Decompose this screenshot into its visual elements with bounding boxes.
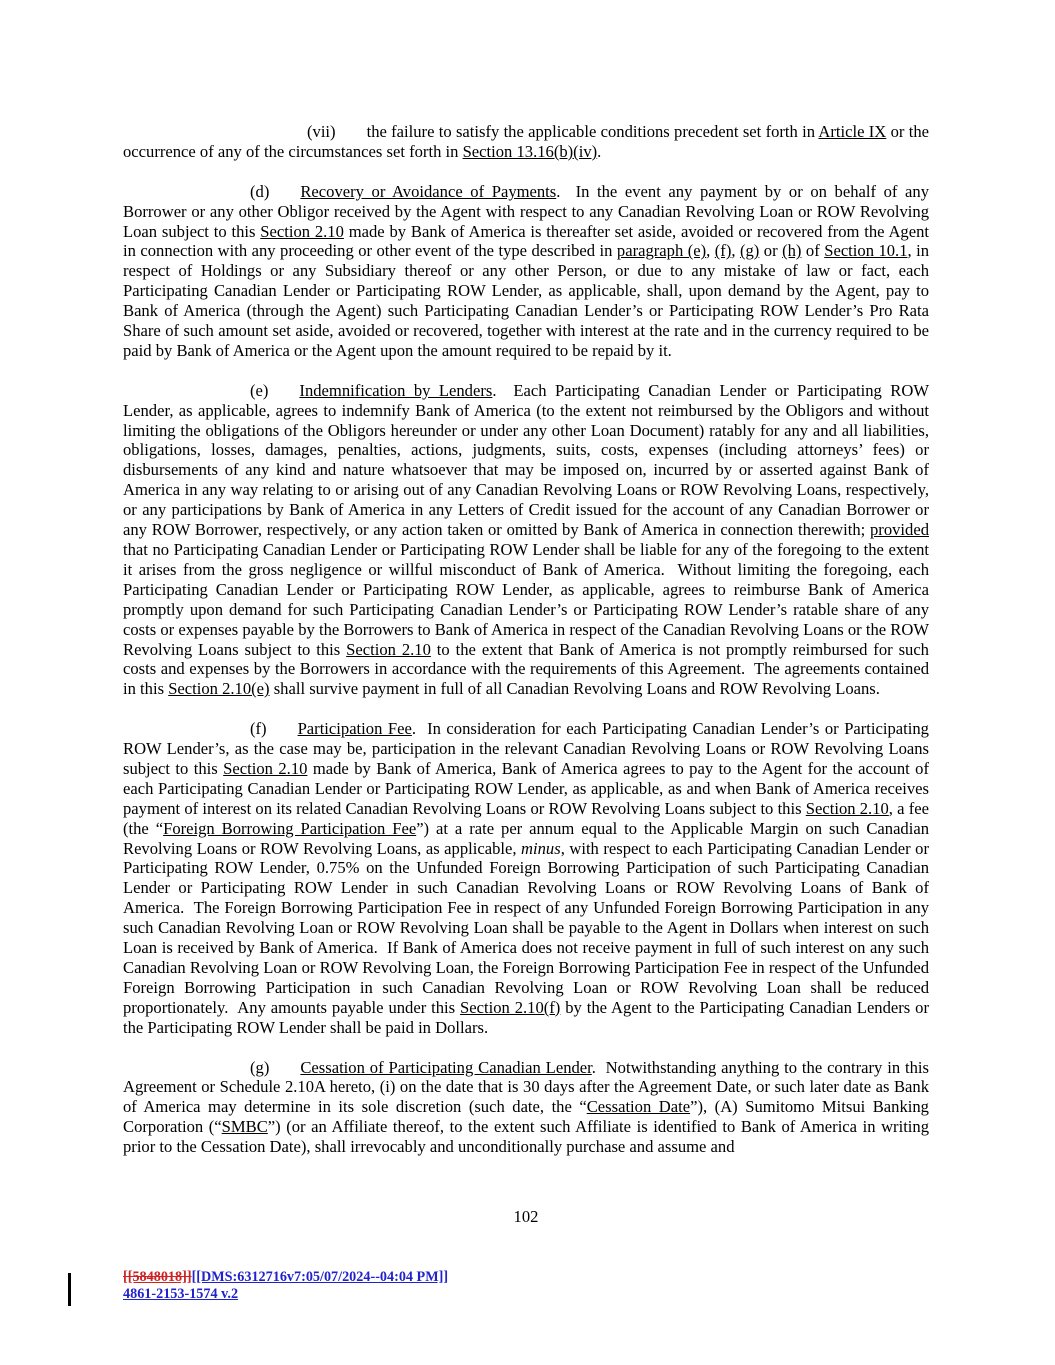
deleted-doc-id-stamp: [[5848018]] (123, 1269, 192, 1285)
document-body (123, 122, 929, 1177)
text-segment: that no Participating Canadian Lender or Participating ROW Lender shall be liable for any of the foregoing to the extent it arises from the gross negligence or willful misconduct of Bank of America. Without limiting the foregoing, each Participating Canadian Lender or Participating ROW Lender, as applicable, agrees to reimburse Bank of America promptly upon demand for such Participating Canadian Lender’s or Participating ROW Lender’s ratable share of any costs or expenses payable by the Borrowers to Bank of America in respect of the Canadian Revolving Loans or the ROW Revolving Loans subject to this (123, 540, 929, 659)
text-segment: Section 10.1 (824, 241, 908, 261)
text-segment: paragraph (e) (616, 241, 707, 261)
text-segment: , (731, 241, 740, 261)
paragraph-e (123, 381, 929, 700)
text-segment: Section 13.16(b)(iv) (462, 141, 598, 161)
page-number: 102 (513, 1207, 539, 1226)
text-segment: Section 2.10 (346, 639, 431, 659)
text-segment: Participation Fee (297, 719, 412, 739)
text-segment: (g) (739, 241, 760, 261)
text-segment: Article IX (818, 122, 887, 141)
clause-label-e: (e) (250, 380, 269, 400)
text-segment: Section 2.10(e) (168, 679, 270, 699)
text-segment: , a fee (the “ (123, 798, 929, 838)
text-segment: made by Bank of America, Bank of America agrees to pay to the Agent for the account of each Participating Canadian Lender or Participating ROW Lender, as applicable, as and when Bank of America receives payment of interest on its related Canadian Revolving Loans or ROW Revolving Loans subject to this (123, 758, 929, 818)
paragraph-d (123, 182, 929, 361)
text-segment: , (706, 241, 715, 261)
text-segment: Recovery or Avoidance of Payments (300, 181, 557, 201)
text-segment: . In the event any payment by or on behalf of any Borrower or any other Obligor received by the Agent with respect to any Canadian Revolving Loan or ROW Revolving Loan subject to this (123, 181, 929, 241)
clause-label-d: (d) (250, 181, 270, 201)
doc-id-stamp (123, 1269, 448, 1303)
text-segment: . Each Participating Canadian Lender or Participating ROW Lender, as applicable, agrees to indemnify Bank of America (to the extent not reimbursed by the Obligors and without limiting the obligations of the Obligors hereunder or under any other Loan Document) ratably for any and all liabilities, obligations, losses, damages, penalties, actions, judgments, suits, costs, expenses (including attorneys’ fees) or disbursements of any kind and nature whatsoever that may be imposed on, incurred by or asserted against Bank of America in any way relating to or arising out of any Canadian Revolving Loans or ROW Revolving Loans, respectively, or any participations by Bank of America in any Letters of Credit issued for the account of any Canadian Borrower or any ROW Borrower, respectively, or any action taken or omitted by Bank of America in connection therewith; (123, 380, 929, 540)
text-segment: . In consideration for each Participating Canadian Lender’s or Participating ROW Lender’s, as the case may be, participation in the relevant Canadian Revolving Loans or ROW Revolving Loans subject to this (123, 719, 929, 778)
text-segment: ”) at a rate per annum equal to the Applicable Margin on such Canadian Revolving Loans or ROW Revolving Loans, as applicable, (123, 818, 930, 858)
paragraph-f (123, 719, 929, 1038)
text-segment: shall survive payment in full of all Canadian Revolving Loans and ROW Revolving Loans. (269, 679, 880, 699)
text-segment: Cessation of Participating Canadian Lender (300, 1057, 592, 1077)
text-segment: by the Agent to the Participating Canadian Lenders or the Participating ROW Lender shall be paid in Dollars. (123, 997, 929, 1037)
text-segment: or the occurrence of any of the circumstances set forth in (123, 122, 929, 161)
text-segment: SMBC (221, 1117, 268, 1137)
text-segment: minus (521, 838, 561, 858)
text-segment: . (597, 141, 602, 161)
text-segment: Section 2.10(f) (460, 997, 561, 1017)
doc-version-number: 4861-2153-1574 v.2 (123, 1285, 239, 1302)
text-segment: provided (870, 520, 929, 540)
text-segment: Cessation Date (586, 1097, 691, 1117)
text-segment: , in respect of Holdings or any Subsidiary thereof or any other Person, or due to any mistake of law or fact, each Participating Canadian Lender or Participating ROW Lender, as applicable, shall, upon demand by the Agent, pay to Bank of America (through the Agent) such Participating Canadian Lender’s or Participating ROW Lender’s Pro Rata Share of such amount set aside, avoided or recovered, together with interest at the rate and in the currency required to be paid by Bank of America or the Agent upon the amount required to be repaid by it. (123, 241, 930, 360)
revision-change-bar (68, 1273, 71, 1306)
dms-version-stamp: [[DMS:6312716v7:05/07/2024--04:04 PM]] (191, 1269, 449, 1285)
text-segment: Foreign Borrowing Participation Fee (163, 818, 417, 838)
clause-label-g: (g) (250, 1057, 270, 1077)
text-segment: ”) (or an Affiliate thereof, to the extent such Affiliate is identified to Bank of America in writing prior to the Cessation Date), shall irrevocably and unconditionally purchase and assume and (123, 1117, 930, 1157)
text-segment: (h) (782, 241, 802, 261)
text-segment: (f) (714, 241, 732, 261)
paragraph-g (123, 1058, 929, 1158)
paragraph-vii (123, 122, 929, 162)
clause-label-vii: (vii) (307, 122, 336, 141)
text-segment: to the extent that Bank of America is not promptly reimbursed for such costs and expenses by the Borrowers in accordance with the requirements of this Agreement. The agreements contained in this (123, 639, 929, 699)
doc-version-line (123, 1286, 448, 1303)
text-segment: of (801, 241, 825, 261)
text-segment: or (759, 241, 783, 261)
dms-stamp-line (123, 1269, 448, 1286)
text-segment: the failure to satisfy the applicable conditions precedent set forth in (366, 122, 819, 141)
text-segment: made by Bank of America is thereafter set aside, avoided or recovered from the Agent in connection with any proceeding or other event of the type described in (123, 221, 930, 261)
text-segment: Section 2.10 (260, 221, 344, 241)
text-segment: Section 2.10 (223, 758, 308, 778)
text-segment: Section 2.10 (805, 798, 889, 818)
text-segment: Indemnification by Lenders (299, 380, 493, 400)
text-segment: , with respect to each Participating Canadian Lender or Participating ROW Lender, 0.75% on the Unfunded Foreign Borrowing Participation of such Participating Canadian Lender or Participating ROW Lender in such Canadian Revolving Loans or ROW Revolving Loans of Bank of America. The Foreign Borrowing Participation Fee in respect of any Unfunded Foreign Borrowing Participation in any such Canadian Revolving Loan or ROW Revolving Loan shall be payable to the Agent in Dollars when interest on such Loan is received by Bank of America. If Bank of America does not receive payment in full of such interest on any such Canadian Revolving Loan or ROW Revolving Loan, the Foreign Borrowing Participation Fee in respect of the Unfunded Foreign Borrowing Participation in such Canadian Revolving Loan or ROW Revolving Loan shall be reduced proportionately. Any amounts payable under this (123, 838, 929, 1017)
clause-label-f: (f) (250, 719, 267, 739)
text-segment: ”), (A) Sumitomo Mitsui Banking Corporation (“ (123, 1097, 929, 1137)
text-segment: . Notwithstanding anything to the contrary in this Agreement or Schedule 2.10A hereto, (i) on the date that is 30 days after the Agreement Date, or such later date as Bank of America may determine in its sole discretion (such date, the “ (123, 1057, 929, 1117)
